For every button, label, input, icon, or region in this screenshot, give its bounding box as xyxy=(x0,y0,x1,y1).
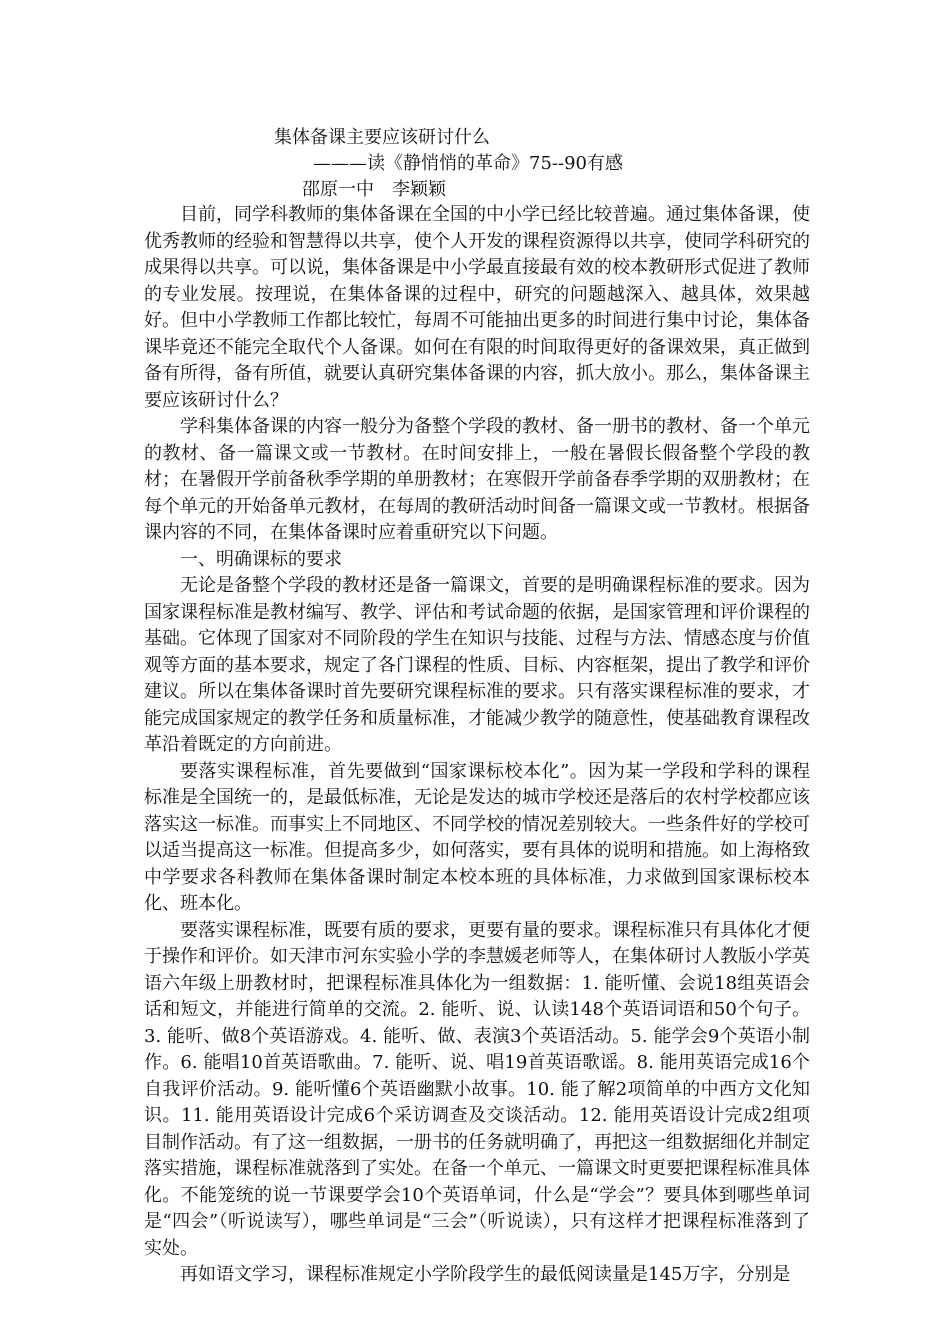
paragraph-quantified: 要落实课程标准，既要有质的要求，更要有量的要求。课程标准只有具体化才便于操作和评价。如天津市河东实验小学的李慧媛老师等人，在集体研讨人教版小学英语六年级上册教材时，把课程标准具体化为一组数据：1. 能听懂、会说18组英语会话和短文，并能进行简单的交流。2. 能听、说、认读148个英语词语和50个句子。3. 能听、做8个英语游戏。4. 能听、做、表演3个英语活动。5. 能学会9个英语小制作。6. 能唱10首英语歌曲。7. 能听、说、唱19首英语歌谣。8. 能用英语完成16个自我评价活动。9. 能听懂6个英语幽默小故事。10. 能了解2项简单的中西方文化知识。11. 能用英语设计完成6个采访调查及交谈活动。12. 能用英语设计完成2组项目制作活动。有了这一组数据，一册书的任务就明确了，再把这一组数据细化并制定落实措施，课程标准就落到了实处。在备一个单元、一篇课文时更要把课程标准具体化。不能笼统的说一节课要学会10个英语单词，什么是“学会”？要具体到哪些单词是“四会”（听说读写），哪些单词是“三会”（听说读），只有这样才把课程标准落到了实处。 xyxy=(144,919,810,1259)
paragraph-school-based: 要落实课程标准，首先要做到“国家课标校本化”。因为某一学段和学科的课程标准是全国统一的，是最低标准，无论是发达的城市学校还是落后的农村学校都应该落实这一标准。而事实上不同地区、不同学校的情况差别较大。一些条件好的学校可以适当提高这一标准。但提高多少，如何落实，要有具体的说明和措施。如上海格致中学要求各科教师在集体备课时制定本校本班的具体标准，力求做到国家课标校本化、班本化。 xyxy=(144,760,810,914)
paragraph-chinese-reading: 再如语文学习，课程标准规定小学阶段学生的最低阅读量是145万字，分别是 xyxy=(180,1264,791,1285)
document-body xyxy=(144,202,810,1289)
document-author: 邵原一中 李颖颖 xyxy=(302,179,446,200)
section-heading-1: 一、明确课标的要求 xyxy=(180,548,342,570)
paragraph-standards: 无论是备整个学段的教材还是备一篇课文，首要的是明确课程标准的要求。因为国家课程标准是教材编写、教学、评估和考试命题的依据，是国家管理和评价课程的基础。它体现了国家对不同阶段的学生在知识与技能、过程与方法、情感态度与价值观等方面的基本要求，规定了各门课程的性质、目标、内容框架，提出了教学和评价建议。所以在集体备课时首先要研究课程标准的要求。只有落实课程标准的要求，才能完成国家规定的教学任务和质量标准，才能减少教学的随意性，使基础教育课程改革沿着既定的方向前进。 xyxy=(144,575,810,755)
document-title: 集体备课主要应该研讨什么 xyxy=(274,127,490,148)
document-subtitle: ———读《静悄悄的革命》75--90有感 xyxy=(313,153,623,174)
paragraph-content-scope: 学科集体备课的内容一般分为备整个学段的教材、备一册书的教材、备一个单元的教材、备一篇课文或一节教材。在时间安排上，一般在暑假长假备整个学段的教材；在暑假开学前备秋季学期的单册教材；在寒假开学前备春季学期的双册教材；在每个单元的开始备单元教材，在每周的教研活动时间备一篇课文或一节教材。根据备课内容的不同，在集体备课时应着重研究以下问题。 xyxy=(144,416,810,543)
paragraph-intro: 目前，同学科教师的集体备课在全国的中小学已经比较普遍。通过集体备课，使优秀教师的经验和智慧得以共享，使个人开发的课程资源得以共享，使同学科研究的成果得以共享。可以说，集体备课是中小学最直接最有效的校本教研形式促进了教师的专业发展。按理说，在集体备课的过程中，研究的问题越深入、越具体，效果越好。但中小学教师工作都比较忙，每周不可能抽出更多的时间进行集中讨论，集体备课毕竟还不能完全取代个人备课。如何在有限的时间取得更好的备课效果，真正做到备有所得，备有所值，就要认真研究集体备课的内容，抓大放小。那么，集体备课主要应该研讨什么？ xyxy=(144,204,810,411)
